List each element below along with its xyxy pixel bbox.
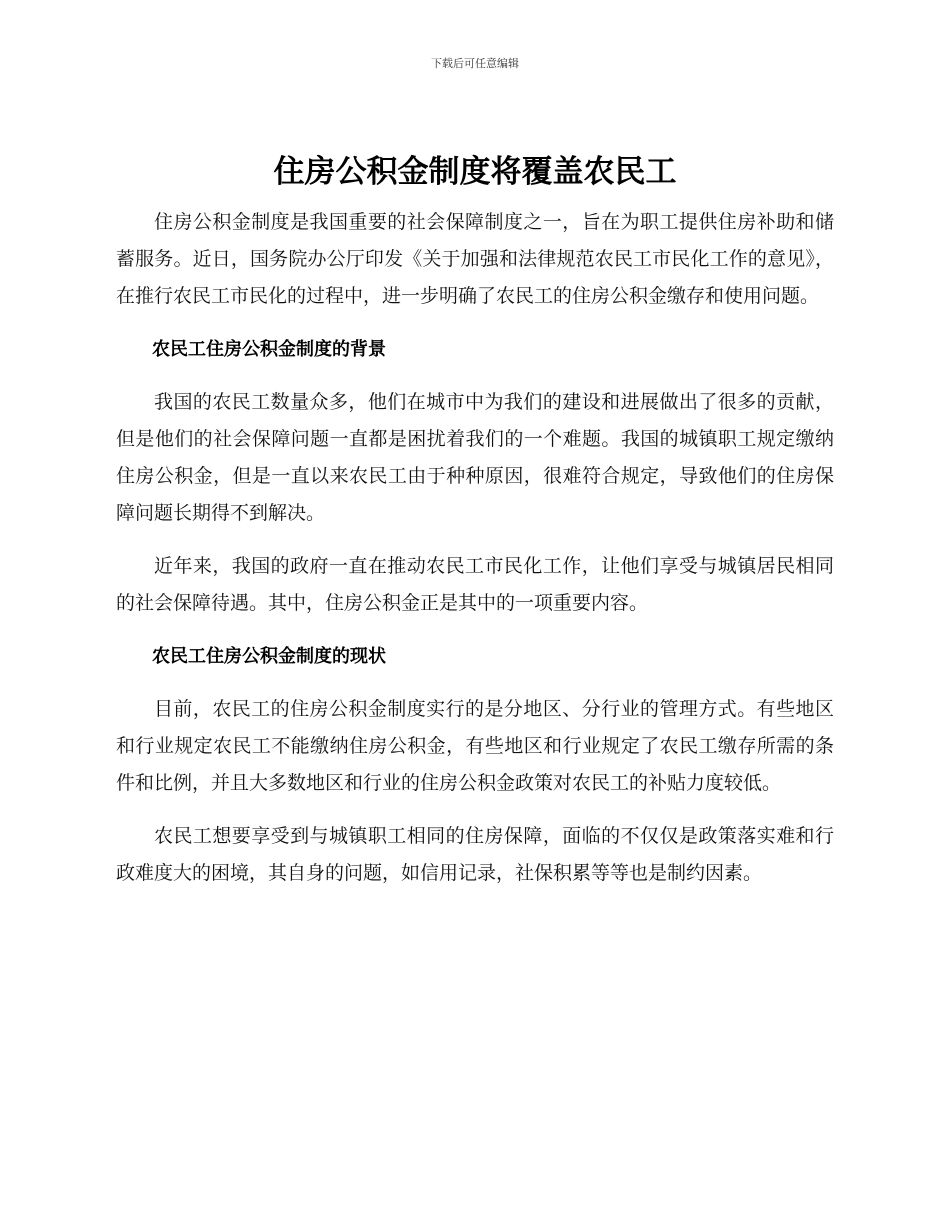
body-paragraph: 我国的农民工数量众多，他们在城市中为我们的建设和进展做出了很多的贡献，但是他们的社会保障问题一直都是困扰着我们的一个难题。我国的城镇职工规定缴纳住房公积金，但是一直以来农民工由于种种原因，很难符合规定，导致他们的住房保障问题长期得不到解决。 xyxy=(116,391,834,524)
section-status xyxy=(116,638,834,892)
section-background xyxy=(116,331,834,622)
document-body xyxy=(116,148,834,908)
body-paragraph: 农民工想要享受到与城镇职工相同的住房保障，面临的不仅仅是政策落实难和行政难度大的困境，其自身的问题，如信用记录，社保积累等等也是制约因素。 xyxy=(116,825,834,884)
section-heading: 农民工住房公积金制度的背景 xyxy=(152,339,386,360)
body-paragraph: 目前，农民工的住房公积金制度实行的是分地区、分行业的管理方式。有些地区和行业规定农民工不能缴纳住房公积金，有些地区和行业规定了农民工缴存所需的条件和比例，并且大多数地区和行业的住房公积金政策对农民工的补贴力度较低。 xyxy=(116,698,834,794)
section-heading: 农民工住房公积金制度的现状 xyxy=(152,646,386,667)
page-header: 下载后可任意编辑 xyxy=(431,57,519,70)
document-title: 住房公积金制度将覆盖农民工 xyxy=(273,154,677,190)
body-paragraph: 近年来，我国的政府一直在推动农民工市民化工作，让他们享受与城镇居民相同的社会保障待遇。其中，住房公积金正是其中的一项重要内容。 xyxy=(116,555,834,614)
intro-paragraph: 住房公积金制度是我国重要的社会保障制度之一，旨在为职工提供住房补助和储蓄服务。近日，国务院办公厅印发《关于加强和法律规范农民工市民化工作的意见》，在推行农民工市民化的过程中，进一步明确了农民工的住房公积金缴存和使用问题。 xyxy=(116,211,834,307)
